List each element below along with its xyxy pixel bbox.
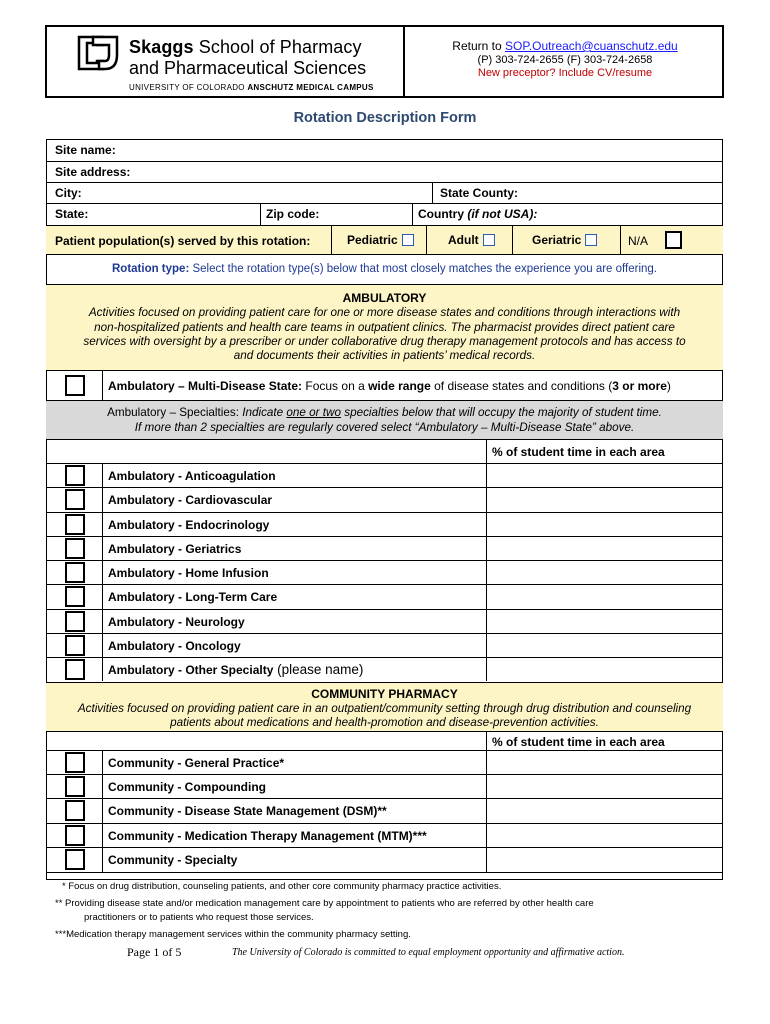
ambulatory-specialty-row (46, 513, 723, 537)
ambulatory-specialty-percent-cell[interactable] (486, 634, 487, 657)
phone-fax: (P) 303-724-2655 (F) 303-724-2658 (477, 54, 653, 66)
footnote-2: ** Providing disease state and/or medication management care by appointment to patients who are referred by other health care (55, 898, 594, 909)
community-heading: COMMUNITY PHARMACY (311, 687, 458, 701)
adult-checkbox[interactable] (483, 234, 495, 246)
site-address-field[interactable]: Site address: (46, 162, 723, 183)
city-field[interactable]: City: (55, 186, 82, 200)
ambulatory-other-specialty-row: Ambulatory - Other Specialty (please name) (46, 658, 723, 683)
school-name-line2: and Pharmaceutical Sciences (129, 58, 367, 78)
state-field[interactable]: State: (55, 207, 89, 221)
ambulatory-specialty-label: Ambulatory - Geriatrics (108, 541, 242, 556)
community-specialty-percent-cell[interactable] (486, 751, 487, 775)
ambulatory-specialty-checkbox[interactable] (65, 538, 85, 559)
community-percent-header-row (46, 732, 723, 750)
community-specialty-label: Community - Disease State Management (DSM)** (108, 804, 387, 819)
community-percent-header: % of student time in each area (492, 735, 665, 749)
ambulatory-specialty-checkbox[interactable] (65, 635, 85, 656)
ambulatory-specialty-checkbox[interactable] (65, 489, 85, 510)
population-label: Patient population(s) served by this rotation: (55, 234, 311, 248)
community-specialty-checkbox[interactable] (65, 825, 85, 846)
footnote-1: * Focus on drug distribution, counseling patients, and other core community pharmacy practice activities. (62, 881, 502, 892)
community-specialty-row (46, 799, 723, 824)
ambulatory-specialty-row (46, 464, 723, 488)
state-county-field[interactable]: State County: (440, 186, 518, 200)
footnote-3: ***Medication therapy management services within the community pharmacy setting. (55, 929, 411, 940)
ambulatory-specialty-checkbox[interactable] (65, 611, 85, 632)
ambulatory-specialty-percent-cell[interactable] (486, 610, 487, 633)
site-name-field[interactable]: Site name: (46, 139, 723, 162)
other-specialty-percent-cell[interactable] (486, 658, 487, 681)
zip-field[interactable]: Zip code: (266, 207, 320, 221)
ambulatory-specialty-label: Ambulatory - Home Infusion (108, 566, 269, 580)
patient-population-row (46, 226, 723, 255)
contact-block (405, 27, 725, 79)
ambulatory-specialties-note: Ambulatory – Specialties: Indicate one or two specialties below that will occupy the majority of student time. If more than 2 specialties are regularly covered select “Ambulatory – Multi-Disease State” above. (46, 401, 723, 440)
community-specialty-percent-cell[interactable] (486, 799, 487, 823)
ambulatory-specialty-label: Ambulatory - Long-Term Care (108, 590, 278, 605)
na-option: N/A (628, 234, 649, 248)
geriatric-option[interactable]: Geriatric (532, 233, 597, 247)
ambulatory-specialty-label: Ambulatory - Cardiovascular (108, 493, 273, 508)
ambulatory-specialty-label: Ambulatory - Anticoagulation (108, 469, 276, 483)
return-email-link[interactable]: SOP.Outreach@cuanschutz.edu (504, 39, 678, 53)
community-specialty-row (46, 750, 723, 775)
geriatric-checkbox[interactable] (585, 234, 597, 246)
ambulatory-specialty-percent-cell[interactable] (486, 561, 487, 584)
community-specialty-checkbox[interactable] (65, 776, 85, 797)
community-specialty-checkbox[interactable] (65, 752, 85, 773)
community-specialty-label: Community - Specialty (108, 853, 238, 868)
adult-option[interactable]: Adult (448, 233, 495, 247)
multi-disease-checkbox[interactable] (65, 375, 85, 396)
ambulatory-section: AMBULATORY Activities focused on providing patient care for one or more disease states and conditions through interactions with non-hospitalized patients and health care teams in outpatient clinics. The pharmacist provides direct patient care services with oversight by a prescriber or under collaborative drug therapy management protocols and has access to and documents their activities in patients’ medical records. (46, 285, 723, 371)
ambulatory-percent-header-row (46, 440, 723, 464)
ambulatory-specialty-row (46, 488, 723, 512)
ambulatory-specialty-percent-cell[interactable] (486, 513, 487, 536)
ambulatory-specialty-checkbox[interactable] (65, 562, 85, 583)
pediatric-checkbox[interactable] (402, 234, 414, 246)
ambulatory-specialty-label: Ambulatory - Endocrinology (108, 517, 270, 532)
pediatric-option[interactable]: Pediatric (347, 233, 414, 247)
ambulatory-specialty-label: Ambulatory - Neurology (108, 614, 245, 629)
na-checkbox[interactable] (665, 231, 682, 249)
ambulatory-specialty-checkbox[interactable] (65, 514, 85, 535)
letterhead (45, 25, 724, 98)
new-preceptor-note: New preceptor? Include CV/resume (477, 67, 653, 79)
school-name-line1: Skaggs School of Pharmacy (129, 37, 362, 57)
ambulatory-specialty-checkbox[interactable] (65, 586, 85, 607)
ambulatory-specialty-percent-cell[interactable] (486, 537, 487, 560)
community-specialty-label: Community - Compounding (108, 779, 266, 794)
ambulatory-specialty-percent-cell[interactable] (486, 488, 487, 511)
ambulatory-specialty-row (46, 561, 723, 585)
ambulatory-specialty-percent-cell[interactable] (486, 464, 487, 487)
community-specialty-label: Community - General Practice* (108, 756, 285, 770)
cu-logo-icon (77, 35, 119, 71)
page-number: Page 1 of 5 (127, 945, 182, 959)
other-specialty-checkbox[interactable] (65, 659, 85, 680)
city-row (46, 183, 723, 204)
state-row (46, 204, 723, 226)
ambulatory-specialty-row (46, 610, 723, 634)
ambulatory-specialty-row (46, 634, 723, 658)
country-field[interactable]: Country (if not USA): (418, 207, 538, 221)
community-specialty-percent-cell[interactable] (486, 824, 487, 848)
community-specialty-row (46, 824, 723, 849)
eeo-statement: The University of Colorado is committed to equal employment opportunity and affirmative action. (232, 947, 625, 958)
ambulatory-specialty-row (46, 537, 723, 561)
return-label: Return to (452, 39, 505, 53)
community-specialty-row (46, 775, 723, 800)
community-specialty-label: Community - Medication Therapy Management (MTM)*** (108, 828, 427, 843)
ambulatory-specialty-checkbox[interactable] (65, 465, 85, 486)
community-specialty-percent-cell[interactable] (486, 848, 487, 872)
ambulatory-percent-header: % of student time in each area (492, 445, 665, 459)
ambulatory-specialty-row (46, 585, 723, 609)
rotation-type-row: Rotation type: Select the rotation type(s) below that most closely matches the experience you are offering. (46, 255, 723, 285)
footnote-2-cont: practitioners or to patients who request those services. (84, 912, 314, 923)
community-specialty-checkbox[interactable] (65, 849, 85, 870)
ambulatory-heading: AMBULATORY (342, 291, 427, 305)
community-specialty-row (46, 848, 723, 873)
ambulatory-multi-disease-row: Ambulatory – Multi-Disease State: Focus on a wide range of disease states and conditions (3 or more) (46, 371, 723, 401)
form-title: Rotation Description Form (293, 110, 477, 126)
community-specialty-checkbox[interactable] (65, 800, 85, 821)
ambulatory-specialty-label: Ambulatory - Oncology (108, 638, 241, 653)
community-specialty-percent-cell[interactable] (486, 775, 487, 799)
ambulatory-specialty-percent-cell[interactable] (486, 585, 487, 608)
community-section: COMMUNITY PHARMACY Activities focused on providing patient care in an outpatient/community setting through drug distribution and counseling patients about medications and health-promotion and disease-prevention activities. (46, 683, 723, 732)
university-line: UNIVERSITY OF COLORADO ANSCHUTZ MEDICAL CAMPUS (129, 83, 374, 92)
